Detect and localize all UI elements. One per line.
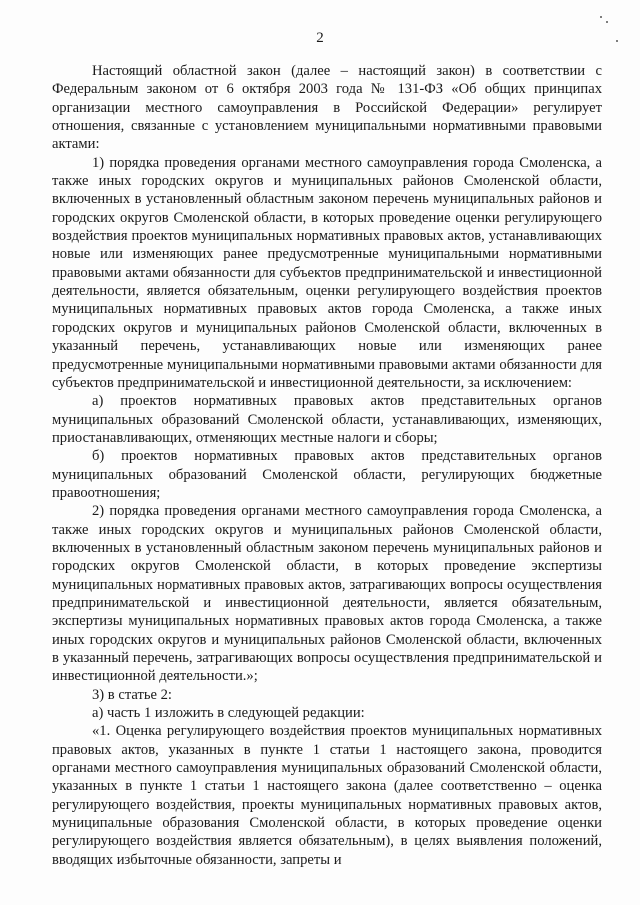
paragraph-item-1: 1) порядка проведения органами местного самоуправления города Смоленска, а также иных городских округов и муниципальных районов Смоленской области, включенных в установленный областным законом перечень муниципальных районов и городских округов Смоленской области, в которых проведение оценки регулирующего воздействия проектов муниципальных нормативных правовых актов, устанавливающих новые или изменяющих ранее предусмотренные муниципальными нормативными правовыми актами обязанности для субъектов предпринимательской и инвестиционной деятельности, является обязательным, оценки регулирующего воздействия проектов муниципальных нормативных правовых актов города Смоленска, а также иных городских округов и муниципальных районов Смоленской области, включенных в указанный перечень, устанавливающих новые или изменяющих ранее предусмотренные муниципальными нормативными правовыми актами обязанности для субъектов предпринимательской и инвестиционной деятельности, за исключением: — [52, 154, 602, 391]
paragraph-quoted-part-1: «1. Оценка регулирующего воздействия проектов муниципальных нормативных правовых актов, указанных в пункте 1 статьи 1 настоящего закона, проводится органами местного самоуправления муниципальных образований Смоленской области, указанных в пункте 1 статьи 1 настоящего закона (далее соответственно – оценка регулирующего воздействия, проекты муниципальных нормативных правовых актов, муниципальные образования Смоленской области, в которых проведение оценки регулирующего воздействия является обязательным), в целях выявления положений, вводящих избыточные обязанности, запреты и — [52, 723, 602, 868]
scan-speck — [606, 21, 608, 23]
page-number: 2 — [316, 30, 324, 46]
paragraph-item-1b: б) проектов нормативных правовых актов представительных органов муниципальных образований Смоленской области, регулирующих бюджетные правоотношения; — [52, 448, 602, 501]
document-body — [52, 62, 602, 869]
paragraph-item-3a: а) часть 1 изложить в следующей редакции: — [92, 705, 365, 722]
scan-speck — [600, 16, 602, 18]
paragraph-item-2: 2) порядка проведения органами местного самоуправления города Смоленска, а также иных городских округов и муниципальных районов Смоленской области, включенных в установленный областным законом перечень муниципальных районов и городских округов Смоленской области, в которых проведение экспертизы муниципальных нормативных правовых актов, затрагивающих вопросы осуществления предпринимательской и инвестиционной деятельности, является обязательным, экспертизы муниципальных нормативных правовых актов города Смоленска, а также иных городских округов и муниципальных районов Смоленской области, включенных в указанный перечень, затрагивающих вопросы осуществления предпринимательской и инвестиционной деятельности.»; — [52, 503, 602, 685]
scan-speck — [616, 40, 618, 42]
paragraph-item-3: 3) в статье 2: — [92, 686, 172, 703]
paragraph-item-1a: а) проектов нормативных правовых актов представительных органов муниципальных образований Смоленской области, устанавливающих, изменяющих, приостанавливающих, отменяющих местные налоги и сборы; — [52, 393, 602, 446]
paragraph-preamble: Настоящий областной закон (далее – настоящий закон) в соответствии с Федеральным законом от 6 октября 2003 года № 131-ФЗ «Об общих принципах организации местного самоуправления в Российской Федерации» регулирует отношения, связанные с установлением муниципальными нормативными правовыми актами: — [52, 63, 602, 153]
